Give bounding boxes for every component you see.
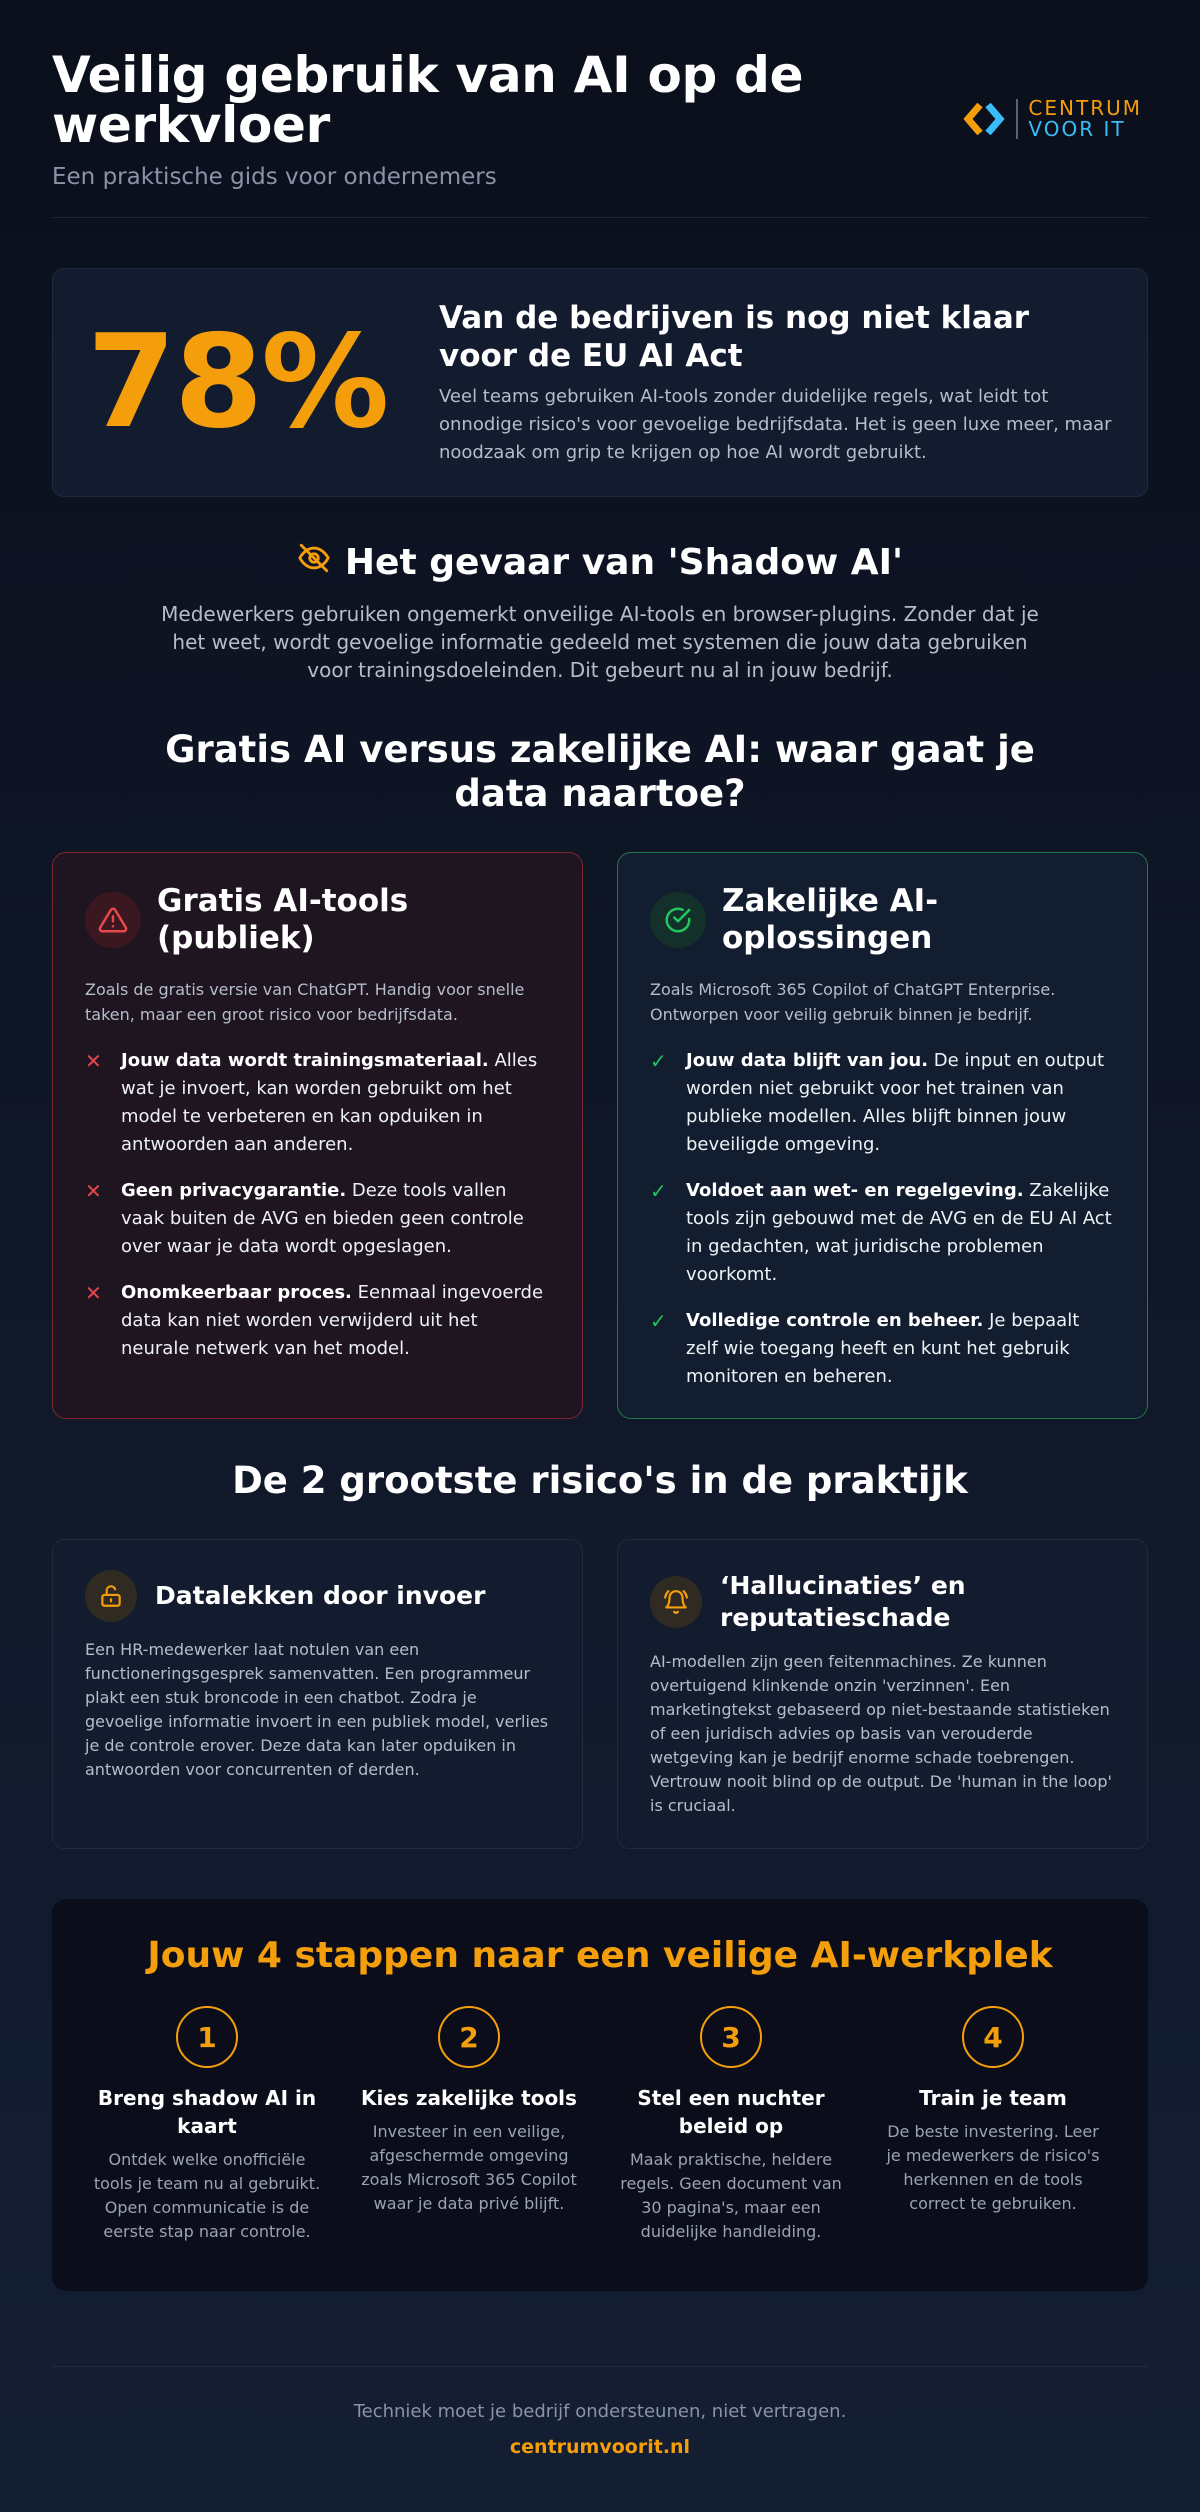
risk-body: AI-modellen zijn geen feitenmachines. Ze kunnen overtuigend klinkende onzin 'verzinnen'. Een marketingtekst gebaseerd op niet-bestaande statistieken of een juridisch advies op basis van verouderde wetgeving kan je bedrijf enorme schade toebrengen. Vertrouw nooit blind op de output. De 'human in the loop' is cruciaal.: [650, 1652, 1112, 1815]
risks-section: [52, 1539, 1148, 1849]
bell-alert-icon: [650, 1576, 702, 1628]
list-item: [85, 1279, 550, 1363]
compare-title: Gratis AI versus zakelijke AI: waar gaat je data naartoe?: [165, 728, 1035, 815]
check-icon: ✓: [650, 1309, 667, 1333]
business-ai-title: Zakelijke AI-oplossingen: [722, 883, 939, 956]
check-icon: ✓: [650, 1179, 667, 1203]
logo-chevrons-icon: [960, 99, 1010, 139]
stat-value: 78%: [87, 307, 388, 457]
logo-line-1: CENTRUM: [1028, 96, 1142, 120]
list-item-body: Zakelijke tools zijn gebouwd met de AVG en de EU AI Act in gedachten, wat juridische problemen voorkomt.: [686, 1180, 1112, 1285]
warning-icon: [85, 892, 141, 948]
page-footer: [52, 2366, 1148, 2458]
step-title: Breng shadow AI in kaart: [97, 2086, 317, 2138]
step-item: [878, 2006, 1108, 2244]
step-title: Kies zakelijke tools: [361, 2086, 577, 2110]
list-item-bold: Onomkeerbaar proces.: [121, 1282, 352, 1303]
list-item-text: [686, 1047, 1115, 1159]
list-item-text: [121, 1279, 550, 1363]
steps-row: [92, 2006, 1108, 2244]
risk-body: Een HR-medewerker laat notulen van een functioneringsgesprek samenvatten. Een programmeur plakt een stuk broncode in een chatbot. Zodra je gevoelige informatie invoert in een publiek model, verlies je de controle erover. Deze data kan later opduiken in antwoorden voor concurrenten of derden.: [85, 1640, 549, 1779]
stat-text: [439, 299, 1113, 467]
step-number: 2: [438, 2006, 500, 2068]
step-number: 3: [700, 2006, 762, 2068]
list-item-bold: Geen privacygarantie.: [121, 1180, 347, 1201]
list-item-text: [121, 1177, 550, 1261]
step-body: Maak praktische, heldere regels. Geen document van 30 pagina's, maar een duidelijke handleiding.: [620, 2150, 842, 2241]
step-body: De beste investering. Leer je medewerkers de risico's herkennen en de tools correct te gebruiken.: [886, 2122, 1100, 2213]
page-header: [52, 0, 1148, 218]
shadow-ai-heading: [52, 541, 1148, 584]
list-item: [85, 1047, 550, 1159]
risk-card-data-leaks: [52, 1539, 583, 1849]
list-item: [650, 1047, 1115, 1159]
list-item: [85, 1177, 550, 1261]
eye-off-icon: [297, 541, 345, 584]
list-item-bold: Jouw data blijft van jou.: [686, 1050, 929, 1071]
footer-website-link[interactable]: centrumvoorit.nl: [509, 2436, 691, 2458]
stat-headline: Van de bedrijven is nog niet klaar voor de EU AI Act: [439, 299, 1030, 374]
unlock-icon: [85, 1570, 137, 1622]
free-ai-card: [52, 852, 583, 1419]
page-title: Veilig gebruik van AI op de werkvloer: [52, 46, 804, 154]
stat-card: [52, 268, 1148, 497]
business-ai-card: [617, 852, 1148, 1419]
logo-line-2: VOOR IT: [1028, 117, 1126, 141]
cross-icon: ✕: [85, 1049, 102, 1073]
list-item-bold: Jouw data wordt trainingsmateriaal.: [121, 1050, 489, 1071]
free-ai-list: [85, 1047, 550, 1363]
cross-icon: ✕: [85, 1281, 102, 1305]
list-item-text: [121, 1047, 550, 1159]
step-body: Investeer in een veilige, afgeschermde omgeving zoals Microsoft 365 Copilot waar je data privé blijft.: [361, 2122, 577, 2213]
risk-card-hallucinations: [617, 1539, 1148, 1849]
step-number: 4: [962, 2006, 1024, 2068]
step-body: Ontdek welke onofficiële tools je team nu al gebruikt. Open communicatie is de eerste stap naar controle.: [93, 2150, 321, 2241]
list-item-body: De input en output worden niet gebruikt voor het trainen van publieke modellen. Alles blijft binnen jouw beveiligde omgeving.: [686, 1050, 1105, 1155]
shadow-ai-title: Het gevaar van 'Shadow AI': [344, 542, 904, 583]
logo-wordmark: [1028, 98, 1142, 140]
stat-body: Veel teams gebruiken AI-tools zonder duidelijke regels, wat leidt tot onnodige risico's voor gevoelige bedrijfsdata. Het is geen luxe meer, maar noodzaak om grip te krijgen op hoe AI wordt gebruikt.: [439, 385, 1112, 463]
list-item-text: [686, 1177, 1115, 1289]
list-item-bold: Volledige controle en beheer.: [686, 1310, 984, 1331]
list-item-text: [686, 1307, 1115, 1391]
free-ai-title: Gratis AI-tools (publiek): [157, 883, 409, 956]
header-text: [52, 46, 812, 190]
steps-title: Jouw 4 stappen naar een veilige AI-werkplek: [147, 1935, 1053, 1976]
step-item: [354, 2006, 584, 2244]
step-title: Stel een nuchter beleid op: [637, 2086, 825, 2138]
risk-title: ‘Hallucinaties’ en reputatieschade: [720, 1571, 966, 1632]
risk-card-header: [85, 1570, 550, 1622]
check-icon: ✓: [650, 1049, 667, 1073]
shadow-ai-section: [52, 541, 1148, 684]
step-item: [616, 2006, 846, 2244]
cross-icon: ✕: [85, 1179, 102, 1203]
free-ai-card-header: [85, 883, 550, 957]
list-item: [650, 1177, 1115, 1289]
steps-section: [52, 1899, 1148, 2291]
list-item-body: Je bepaalt zelf wie toegang heeft en kunt het gebruik monitoren en beheren.: [686, 1310, 1080, 1387]
list-item: [650, 1307, 1115, 1391]
list-item-body: Eenmaal ingevoerde data kan niet worden verwijderd uit het neurale netwerk van het model.: [121, 1282, 544, 1359]
business-ai-desc: Zoals Microsoft 365 Copilot of ChatGPT Enterprise. Ontworpen voor veilig gebruik binnen je bedrijf.: [650, 980, 1056, 1024]
footer-tagline: Techniek moet je bedrijf ondersteunen, niet vertragen.: [353, 2401, 847, 2422]
check-circle-icon: [650, 892, 706, 948]
free-ai-desc: Zoals de gratis versie van ChatGPT. Handig voor snelle taken, maar een groot risico voor bedrijfsdata.: [85, 980, 525, 1024]
list-item-bold: Voldoet aan wet- en regelgeving.: [686, 1180, 1024, 1201]
compare-section: [52, 852, 1148, 1419]
page-subtitle: Een praktische gids voor ondernemers: [52, 164, 497, 190]
business-ai-card-header: [650, 883, 1115, 957]
risk-title: Datalekken door invoer: [155, 1581, 486, 1610]
logo-divider: [1016, 99, 1018, 139]
list-item-body: Alles wat je invoert, kan worden gebruikt om het model te verbeteren en kan opduiken in antwoorden aan anderen.: [121, 1050, 538, 1155]
shadow-ai-body: Medewerkers gebruiken ongemerkt onveilige AI-tools en browser-plugins. Zonder dat je het weet, wordt gevoelige informatie gedeeld met systemen die jouw data gebruiken voor trainingsdoeleinden. Dit gebeurt nu al in jouw bedrijf.: [161, 602, 1039, 682]
step-title: Train je team: [919, 2086, 1067, 2110]
step-item: [92, 2006, 322, 2244]
risks-title: De 2 grootste risico's in de praktijk: [232, 1459, 968, 1502]
step-number: 1: [176, 2006, 238, 2068]
list-item-body: Deze tools vallen vaak buiten de AVG en bieden geen controle over waar je data wordt opgeslagen.: [121, 1180, 524, 1257]
business-ai-list: [650, 1047, 1115, 1391]
company-logo: [960, 98, 1142, 140]
risk-card-header: [650, 1570, 1115, 1634]
